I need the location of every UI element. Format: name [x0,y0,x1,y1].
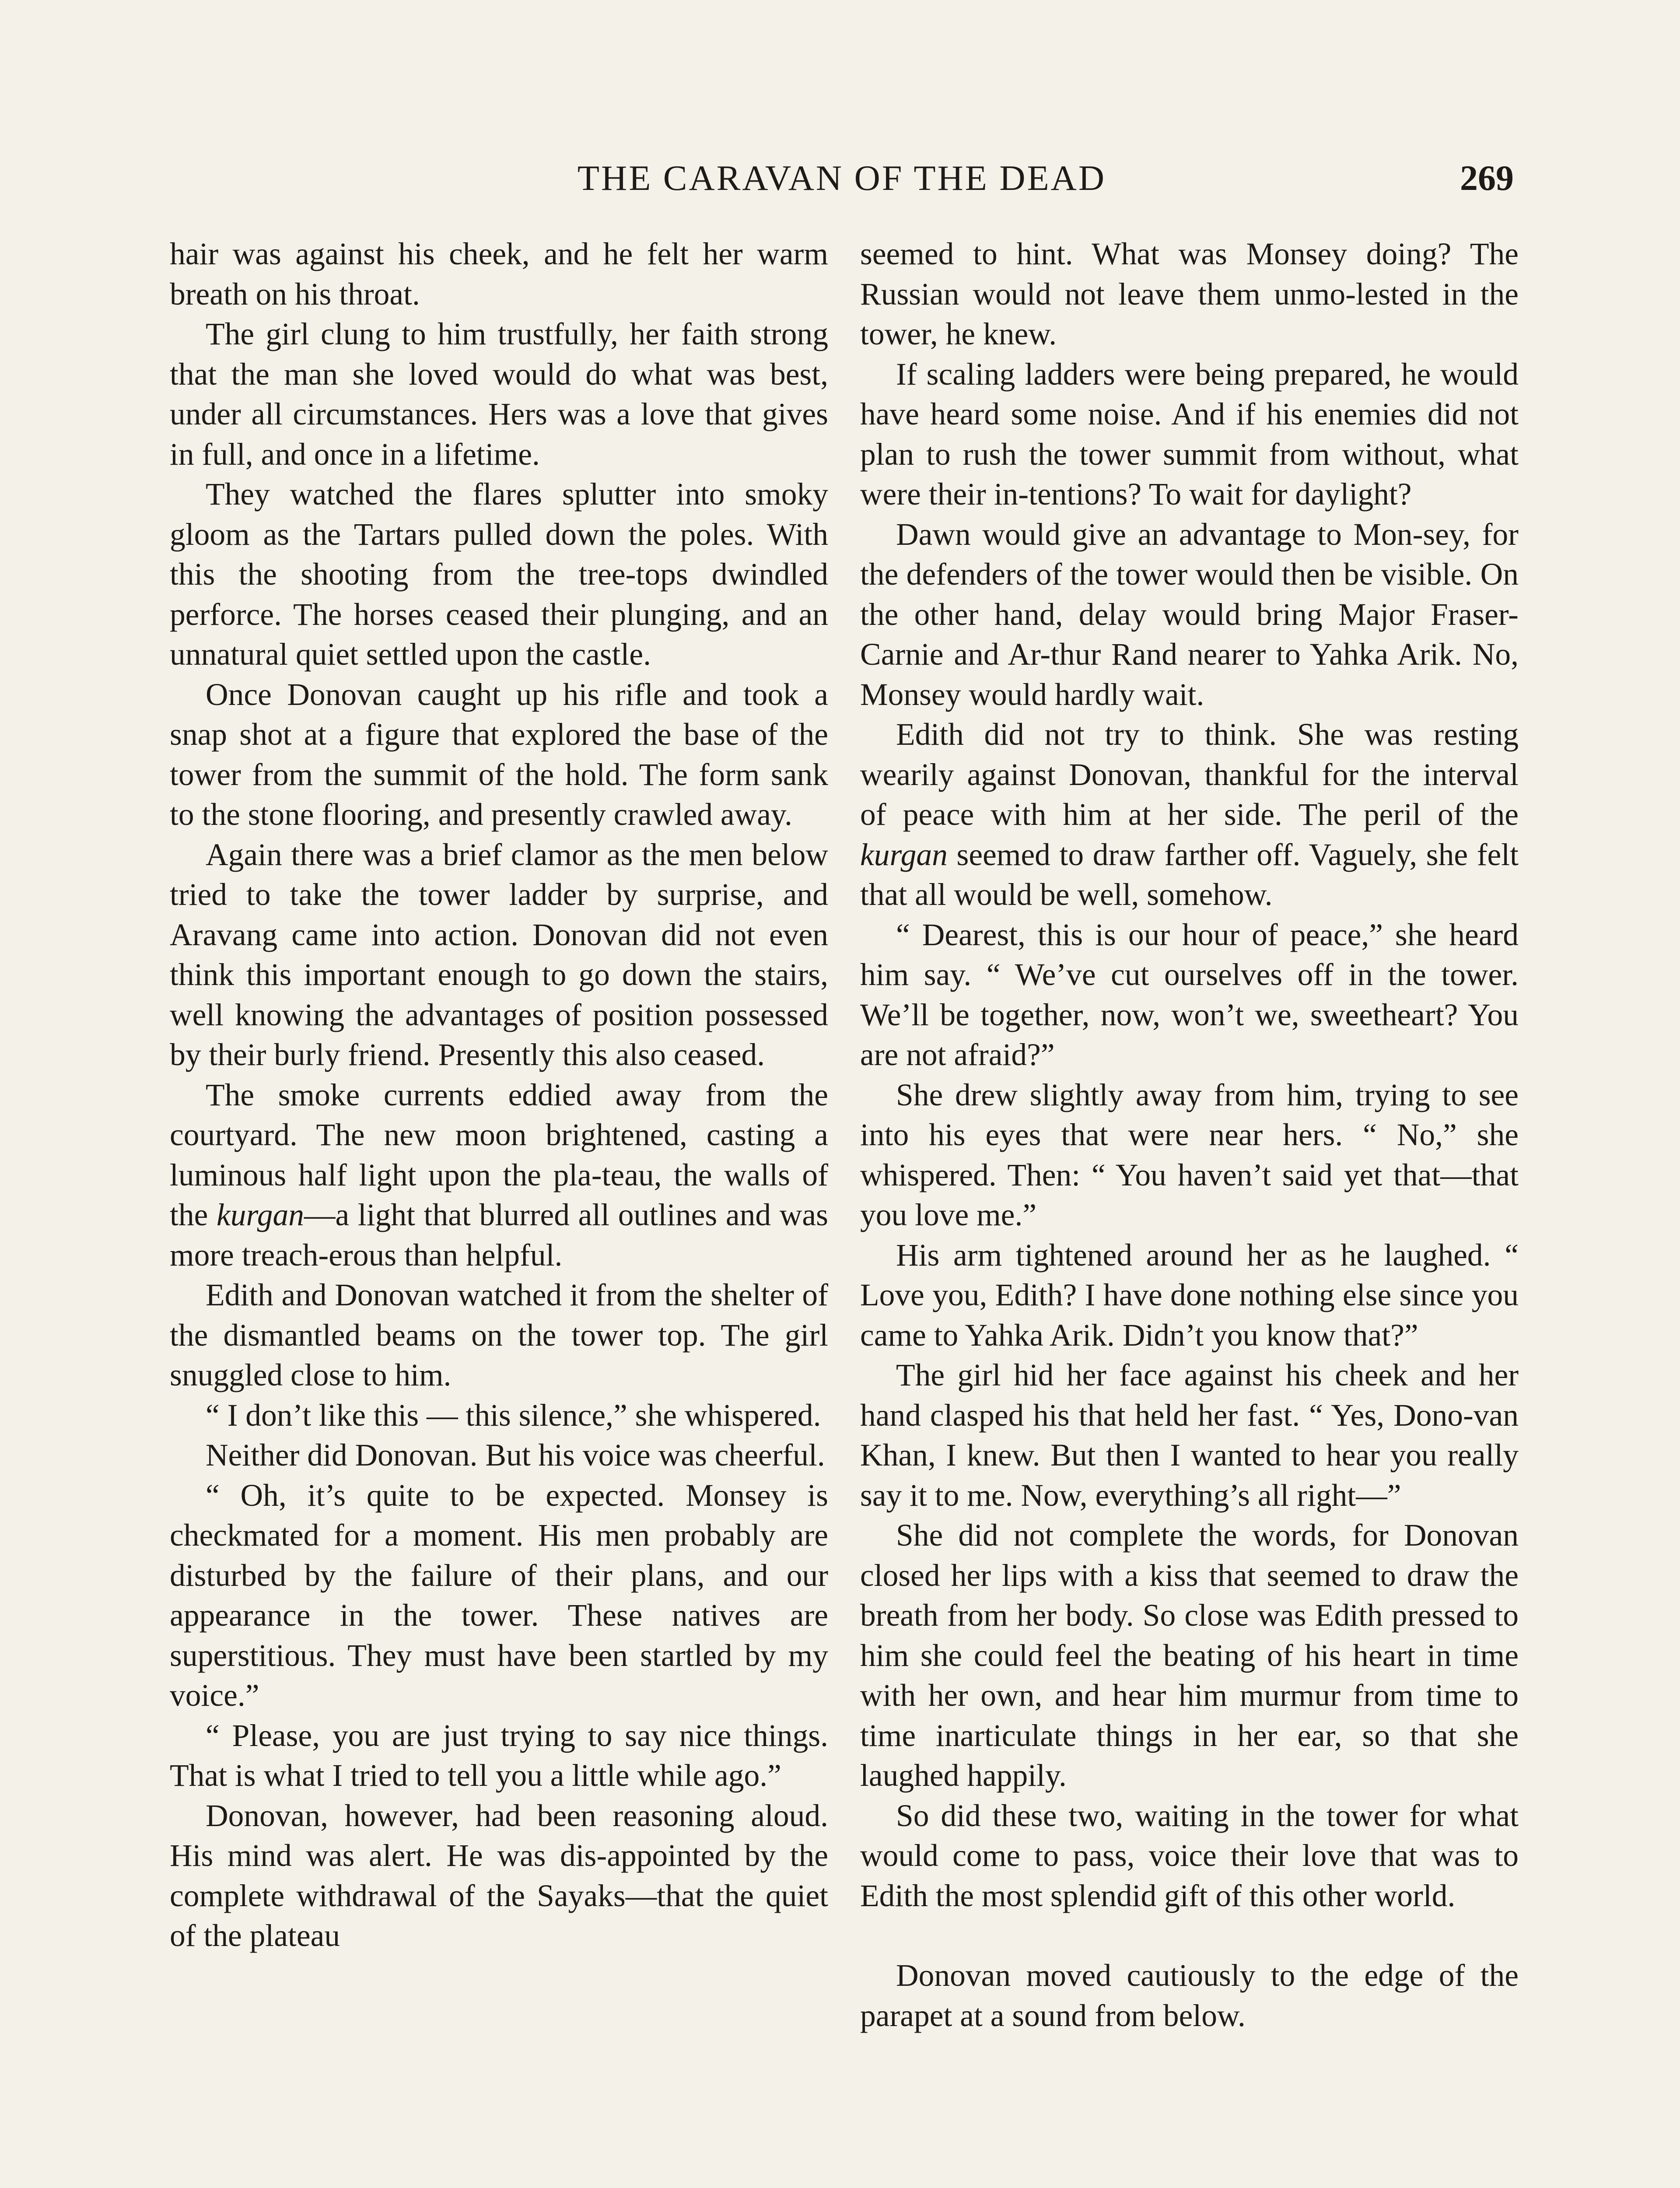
paragraph: Neither did Donovan. But his voice was cheerful. [206,1438,825,1473]
paragraph: The girl hid her face against his cheek and her hand clasped his that held her fast. “ Yes, Dono-van Khan, I knew. But then I wanted to hear you really say it to me. Now, everything’s all right—” [860,1358,1519,1513]
paragraph: So did these two, waiting in the tower for what would come to pass, voice their love that was to Edith the most splendid gift of this other world. [860,1798,1519,1913]
paragraph: hair was against his cheek, and he felt her warm breath on his throat. [170,237,828,312]
paragraph: If scaling ladders were being prepared, he would have heard some noise. And if his enemies did not plan to rush the tower summit from without, what were their in-tentions? To wait for daylight? [860,357,1519,512]
paragraph: The girl clung to him trustfully, her faith strong that the man she loved would do what was best, under all circumstances. Hers was a love that gives in full, and once in a lifetime. [170,317,828,472]
paragraph: Donovan moved cautiously to the edge of the parapet at a sound from below. [860,1958,1519,2033]
paragraph: “ Oh, it’s quite to be expected. Monsey is checkmated for a moment. His men probably are disturbed by the failure of their plans, and our appearance in the tower. These natives are superstitious. They must have been startled by my voice.” [170,1478,828,1713]
right-column [860,234,1519,2036]
paragraph: “ I don’t like this — this silence,” she whispered. [206,1398,821,1433]
paragraph: Dawn would give an advantage to Mon-sey, for the defenders of the tower would then be visible. On the other hand, delay would bring Major Fraser-Carnie and Ar-thur Rand nearer to Yahka Arik. No, Monsey would hardly wait. [860,517,1519,712]
page-number: 269 [1460,158,1514,198]
paragraph: She did not complete the words, for Donovan closed her lips with a kiss that seemed to draw the breath from her body. So close was Edith pressed to him she could feel the beating of his heart in time with her own, and hear him murmur from time to time inarticulate things in her ear, so that she laughed happily. [860,1518,1519,1793]
paragraph: The smoke currents eddied away from the courtyard. The new moon brightened, casting a luminous half light upon the pla-teau, the walls of the kurgan—a light that blurred all outlines and was more treach-erous than helpful. [170,1077,828,1273]
left-column [170,234,828,1956]
page-header [170,154,1514,202]
paragraph: “ Dearest, this is our hour of peace,” she heard him say. “ We’ve cut ourselves off in the tower. We’ll be together, now, won’t we, sweetheart? You are not afraid?” [860,917,1519,1072]
paragraph: Edith did not try to think. She was resting wearily against Donovan, thankful for the interval of peace with him at her side. The peril of the kurgan seemed to draw farther off. Vaguely, she felt that all would be well, somehow. [860,717,1519,912]
paragraph: His arm tightened around her as he laughed. “ Love you, Edith? I have done nothing else since you came to Yahka Arik. Didn’t you know that?” [860,1238,1519,1353]
paragraph: Once Donovan caught up his rifle and took a snap shot at a figure that explored the base of the tower from the summit of the hold. The form sank to the stone flooring, and presently crawled away. [170,677,828,832]
running-title: THE CARAVAN OF THE DEAD [577,158,1106,198]
paragraph: Edith and Donovan watched it from the shelter of the dismantled beams on the tower top. The girl snuggled close to him. [170,1278,828,1392]
paragraph: She drew slightly away from him, trying to see into his eyes that were near hers. “ No,” she whispered. Then: “ You haven’t said yet that—that you love me.” [860,1077,1519,1232]
paragraph: seemed to hint. What was Monsey doing? The Russian would not leave them unmo-lested in the tower, he knew. [860,237,1519,351]
paragraph: Donovan, however, had been reasoning aloud. His mind was alert. He was dis-appointed by the complete withdrawal of the Sayaks—that the quiet of the plateau [170,1798,828,1953]
paragraph: They watched the flares splutter into smoky gloom as the Tartars pulled down the poles. With this the shooting from the tree-tops dwindled perforce. The horses ceased their plunging, and an unnatural quiet settled upon the castle. [170,477,828,672]
paragraph: Again there was a brief clamor as the men below tried to take the tower ladder by surprise, and Aravang came into action. Donovan did not even think this important enough to go down the stairs, well knowing the advantages of position possessed by their burly friend. Presently this also ceased. [170,837,828,1072]
paragraph: “ Please, you are just trying to say nice things. That is what I tried to tell you a little while ago.” [170,1718,828,1793]
